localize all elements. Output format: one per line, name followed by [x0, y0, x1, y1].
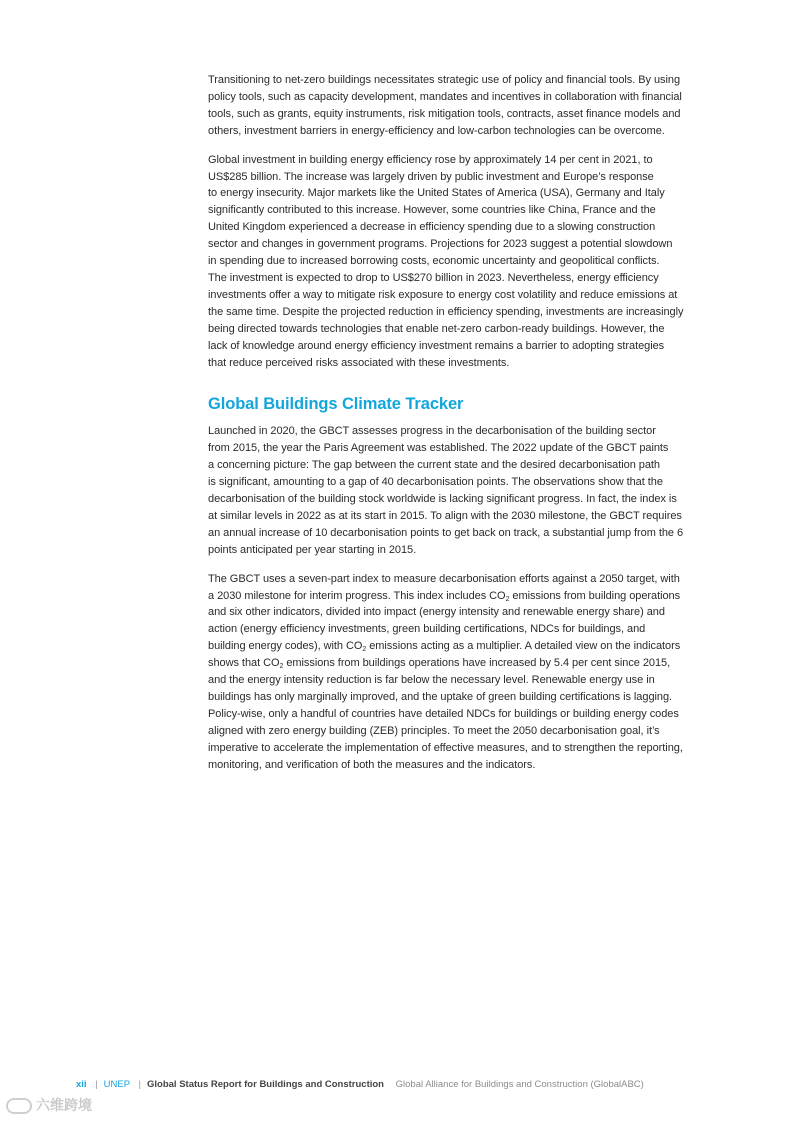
text-line: policy tools, such as capacity development, mandates and incentives in collaboration with financial — [208, 90, 682, 103]
text-line: sector and changes in government programs. Projections for 2023 suggest a potential slowdown — [208, 238, 673, 251]
subscript: 2 — [505, 595, 510, 603]
footer-separator: | — [95, 1079, 98, 1090]
text-line: monitoring, and verification of both the measures and the indicators. — [208, 758, 536, 771]
watermark — [6, 1095, 92, 1115]
text-line: others, investment barriers in energy-efficiency and low-carbon technologies can be overcome. — [208, 124, 665, 137]
paragraph-policy-tools — [208, 72, 720, 140]
text-line: aligned with zero energy building (ZEB) principles. To meet the 2050 decarbonisation goal, it’s — [208, 724, 660, 737]
text-fragment: a 2030 milestone for interim progress. This index includes CO — [208, 589, 506, 602]
text-line: at similar levels in 2022 as at its start in 2015. To align with the 2030 milestone, the GBCT requires — [208, 509, 682, 522]
footer-alliance: Global Alliance for Buildings and Construction (GlobalABC) — [395, 1079, 644, 1090]
text-line: a concerning picture: The gap between the current state and the desired decarbonisation path — [208, 459, 661, 472]
text-line: investments offer a way to mitigate risk exposure to energy cost volatility and reduce emissions at — [208, 288, 678, 301]
text-line: points anticipated per year starting in 2015. — [208, 543, 417, 556]
text-fragment: building energy codes), with CO — [208, 640, 363, 653]
text-line: lack of knowledge around energy efficiency investment remains a barrier to adopting strategies — [208, 339, 665, 352]
paragraph-investment — [208, 152, 720, 372]
text-line: The GBCT uses a seven-part index to measure decarbonisation efforts against a 2050 target, with — [208, 572, 680, 585]
watermark-text: 六维跨境 — [36, 1097, 92, 1113]
text-fragment: emissions from buildings operations have increased by 5.4 per cent since 2015, — [283, 657, 671, 670]
text-line: Transitioning to net-zero buildings necessitates strategic use of policy and financial tools. By using — [208, 74, 681, 86]
text-line — [208, 638, 720, 655]
text-line: in spending due to increased borrowing costs, economic uncertainty and geopolitical conflicts. — [208, 255, 660, 268]
subscript: 2 — [362, 646, 367, 654]
text-line: United Kingdom experienced a decrease in efficiency spending due to a slowing construction — [208, 221, 656, 234]
text-line: being directed towards technologies that enable net-zero carbon-ready buildings. However, the — [208, 322, 665, 335]
paragraph-gbct-launch — [208, 423, 720, 558]
footer-org: UNEP — [103, 1079, 130, 1090]
page-number: xii — [76, 1079, 87, 1090]
text-line: Global investment in building energy efficiency rose by approximately 14 per cent in 2021, to — [208, 153, 653, 166]
text-line: buildings has only marginally improved, and the uptake of green building certifications is lagging. — [208, 691, 673, 703]
section-heading: Global Buildings Climate Tracker — [208, 395, 464, 414]
text-line: the same time. Despite the projected reduction in efficiency spending, investments are increasingly — [208, 305, 684, 318]
text-line: that reduce perceived risks associated with these investments. — [208, 356, 510, 369]
watermark-logo-icon — [6, 1098, 32, 1114]
paragraph-gbct-index — [208, 571, 720, 774]
text-line: imperative to accelerate the implementation of effective measures, and to strengthen the reporting, — [208, 741, 683, 754]
text-line: and six other indicators, divided into impact (energy intensity and renewable energy share) and — [208, 606, 665, 619]
text-line: and the energy intensity reduction is far below the necessary level. Renewable energy use in — [208, 674, 655, 687]
text-line: US$285 billion. The increase was largely driven by public investment and Europe’s response — [208, 170, 654, 183]
text-line — [208, 588, 720, 605]
text-line — [208, 655, 720, 672]
text-line: tools, such as grants, equity instruments, risk mitigation tools, contracts, asset finance models and — [208, 107, 681, 120]
text-line: The investment is expected to drop to US$270 billion in 2023. Nevertheless, energy efficiency — [208, 271, 659, 284]
subscript: 2 — [279, 663, 284, 671]
text-line: is significant, amounting to a gap of 40 decarbonisation points. The observations show that the — [208, 476, 663, 489]
report-body — [208, 72, 720, 786]
text-line: to energy insecurity. Major markets like the United States of America (USA), Germany and Italy — [208, 187, 665, 200]
text-line: Policy-wise, only a handful of countries have detailed NDCs for buildings or building energy codes — [208, 707, 679, 720]
text-fragment: emissions from building operations — [509, 589, 681, 602]
text-line: decarbonisation of the building stock worldwide is lacking significant progress. In fact, the index is — [208, 493, 677, 506]
text-fragment: shows that CO — [208, 657, 280, 670]
footer-report-title: Global Status Report for Buildings and Construction — [147, 1079, 384, 1090]
text-line: significantly contributed to this increase. However, some countries like China, France and the — [208, 204, 656, 217]
text-fragment: emissions acting as a multiplier. A detailed view on the indicators — [366, 640, 681, 653]
footer-separator: | — [138, 1079, 142, 1090]
text-line: from 2015, the year the Paris Agreement was established. The 2022 update of the GBCT paints — [208, 442, 669, 455]
page-footer — [76, 1079, 644, 1090]
text-line: an annual increase of 10 decarbonisation points to get back on track, a substantial jump from the 6 — [208, 526, 684, 539]
text-line: action (energy efficiency investments, green building certifications, NDCs for buildings, and — [208, 623, 646, 636]
text-line: Launched in 2020, the GBCT assesses progress in the decarbonisation of the building sector — [208, 425, 656, 438]
